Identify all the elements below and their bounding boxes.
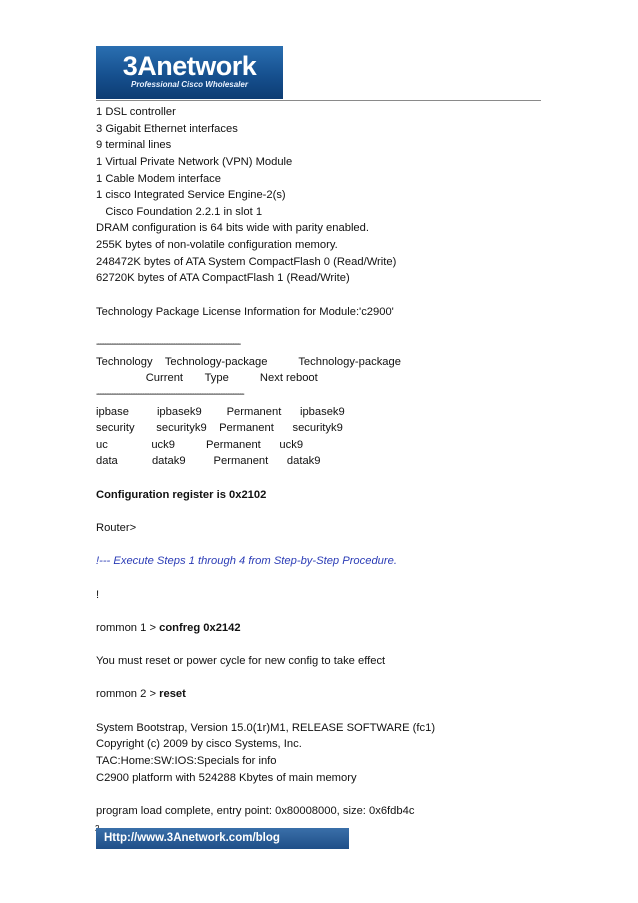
- document-line: 62720K bytes of ATA CompactFlash 1 (Read/Write): [96, 272, 350, 285]
- document-line: [96, 603, 566, 620]
- document-line: 1 cisco Integrated Service Engine-2(s): [96, 189, 286, 202]
- document-line: 3 Gigabit Ethernet interfaces: [96, 122, 238, 135]
- document-line: DRAM configuration is 64 bits wide with parity enabled.: [96, 222, 369, 235]
- prompt-text: rommon 1 >: [96, 621, 160, 634]
- document-line: Current Type Next reboot: [96, 372, 318, 385]
- document-line: [96, 637, 566, 654]
- document-line: uc uck9 Permanent uck9: [96, 438, 304, 451]
- document-line: 9 terminal lines: [96, 139, 172, 152]
- company-logo: [96, 46, 283, 99]
- document-line: Router>: [96, 522, 137, 535]
- document-line: 248472K bytes of ATA System CompactFlash 0 (Read/Write): [96, 255, 397, 268]
- footer-url[interactable]: Http://www.3Anetwork.com/blog: [104, 832, 280, 844]
- prompt-text: rommon 2 >: [96, 688, 160, 701]
- document-line: Cisco Foundation 2.2.1 in slot 1: [96, 205, 263, 218]
- document-line: System Bootstrap, Version 15.0(1r)M1, RELEASE SOFTWARE (fc1): [96, 721, 436, 734]
- document-line: [96, 686, 566, 703]
- command-text: reset: [159, 688, 186, 701]
- document-line: Copyright (c) 2009 by cisco Systems, Inc.: [96, 738, 302, 751]
- document-line: data datak9 Permanent datak9: [96, 455, 321, 468]
- document-line: -------------------------------------------------------------------------------------: [96, 388, 244, 400]
- document-line: 255K bytes of non-volatile configuration memory.: [96, 239, 338, 252]
- logo-tagline: Professional Cisco Wholesaler: [131, 80, 248, 89]
- document-line: -----------------------------------------------------------------------------------: [96, 338, 240, 350]
- document-line: [96, 537, 566, 554]
- document-line: security securityk9 Permanent securityk9: [96, 422, 343, 435]
- document-line: Technology Technology-package Technology-package: [96, 355, 401, 368]
- document-line: TAC:Home:SW:IOS:Specials for info: [96, 754, 277, 767]
- document-body: [96, 104, 566, 820]
- document-line: Technology Package License Information for Module:'c2900': [96, 305, 394, 318]
- document-line: !--- Execute Steps 1 through 4 from Step-by-Step Procedure.: [96, 555, 397, 568]
- document-line: Configuration register is 0x2102: [96, 488, 267, 501]
- document-line: [96, 470, 566, 487]
- document-line: [96, 503, 566, 520]
- document-line: [96, 786, 566, 803]
- logo-text: 3Anetwork: [122, 51, 257, 81]
- document-line: ipbase ipbasek9 Permanent ipbasek9: [96, 405, 345, 418]
- document-line: 1 DSL controller: [96, 106, 176, 118]
- command-text: confreg 0x2142: [159, 621, 241, 634]
- document-line: 1 Virtual Private Network (VPN) Module: [96, 155, 293, 168]
- header-divider: [96, 100, 541, 101]
- document-line: !: [96, 588, 100, 601]
- document-line: 1 Cable Modem interface: [96, 172, 221, 185]
- document-line: [96, 670, 566, 687]
- document-line: program load complete, entry point: 0x80008000, size: 0x6fdb4c: [96, 804, 415, 817]
- document-line: [96, 320, 566, 337]
- document-line: [96, 570, 566, 587]
- document-line: [96, 620, 566, 637]
- document-line: C2900 platform with 524288 Kbytes of main memory: [96, 771, 357, 784]
- document-line: [96, 287, 566, 304]
- document-line: You must reset or power cycle for new config to take effect: [96, 655, 386, 668]
- document-line: [96, 703, 566, 720]
- footer-banner[interactable]: [96, 828, 349, 849]
